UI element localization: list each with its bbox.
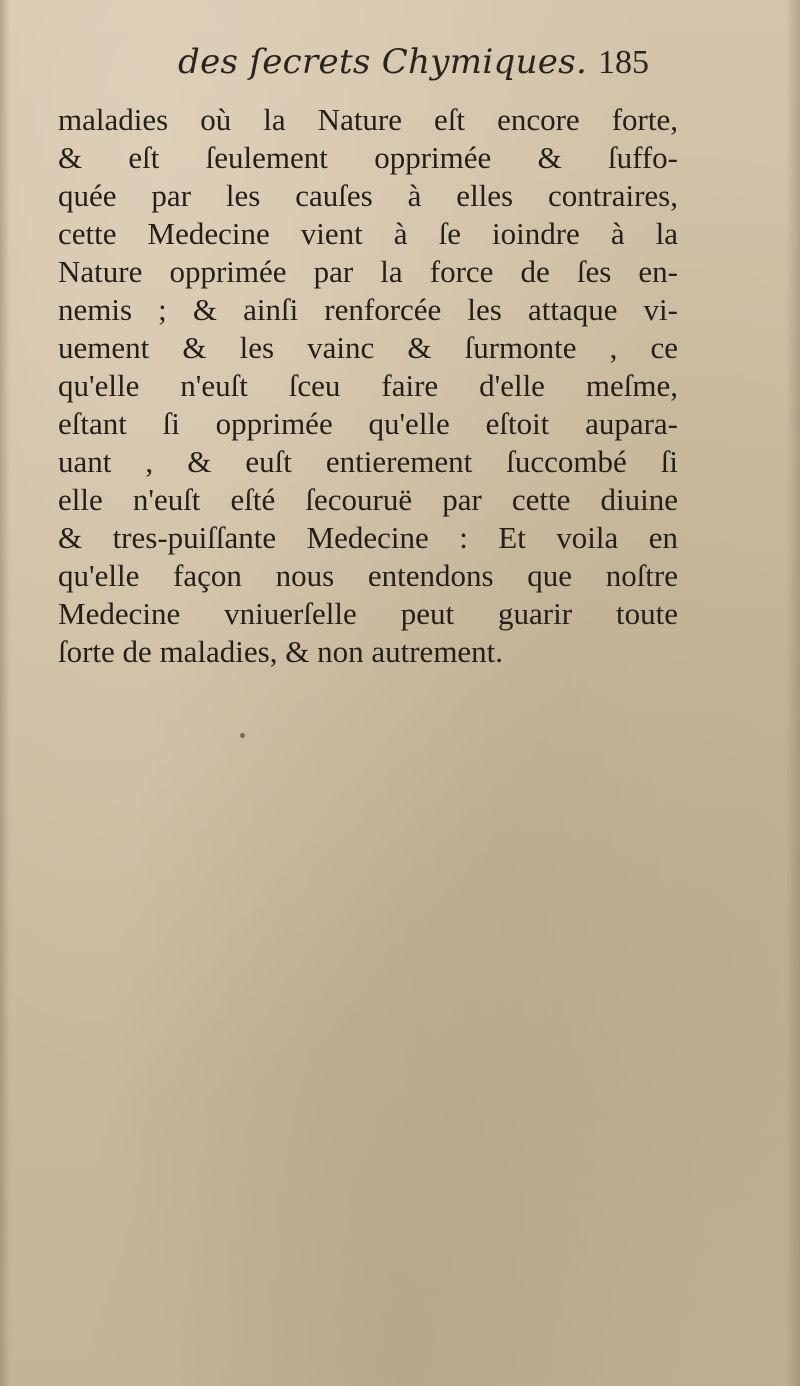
running-title: des ſecrets Chymiques. <box>178 42 588 82</box>
text-line: elle n'euſt eſté ſecouruë par cette diuine <box>58 482 678 517</box>
text-line: eſtant ſi opprimée qu'elle eſtoit aupara- <box>58 406 678 441</box>
text-line: nemis ; & ainſi renforcée les attaque vi- <box>58 292 678 327</box>
running-head <box>0 42 800 92</box>
text-line: maladies où la Nature eſt encore forte, <box>58 102 678 137</box>
text-line: Nature opprimée par la force de ſes en- <box>58 254 678 289</box>
text-line: uant , & euſt entierement ſuccombé ſi <box>58 444 678 479</box>
ink-fleck <box>240 733 245 738</box>
text-line: quée par les cauſes à elles contraires, <box>58 178 678 213</box>
text-line: & eſt ſeulement opprimée & ſuffo- <box>58 140 678 175</box>
text-line: qu'elle façon nous entendons que noſtre <box>58 558 678 593</box>
text-line: cette Medecine vient à ſe ioindre à la <box>58 216 678 251</box>
text-line: ſorte de maladies, & non autrement. <box>58 634 504 669</box>
text-line: Medecine vniuerſelle peut guarir toute <box>58 596 678 631</box>
text-line: uement & les vainc & ſurmonte , ce <box>58 330 678 365</box>
page-number: 185 <box>598 44 649 81</box>
text-line: qu'elle n'euſt ſceu faire d'elle meſme, <box>58 368 678 403</box>
text-line: & tres-puiſſante Medecine : Et voila en <box>58 520 678 555</box>
body-text <box>0 100 800 720</box>
